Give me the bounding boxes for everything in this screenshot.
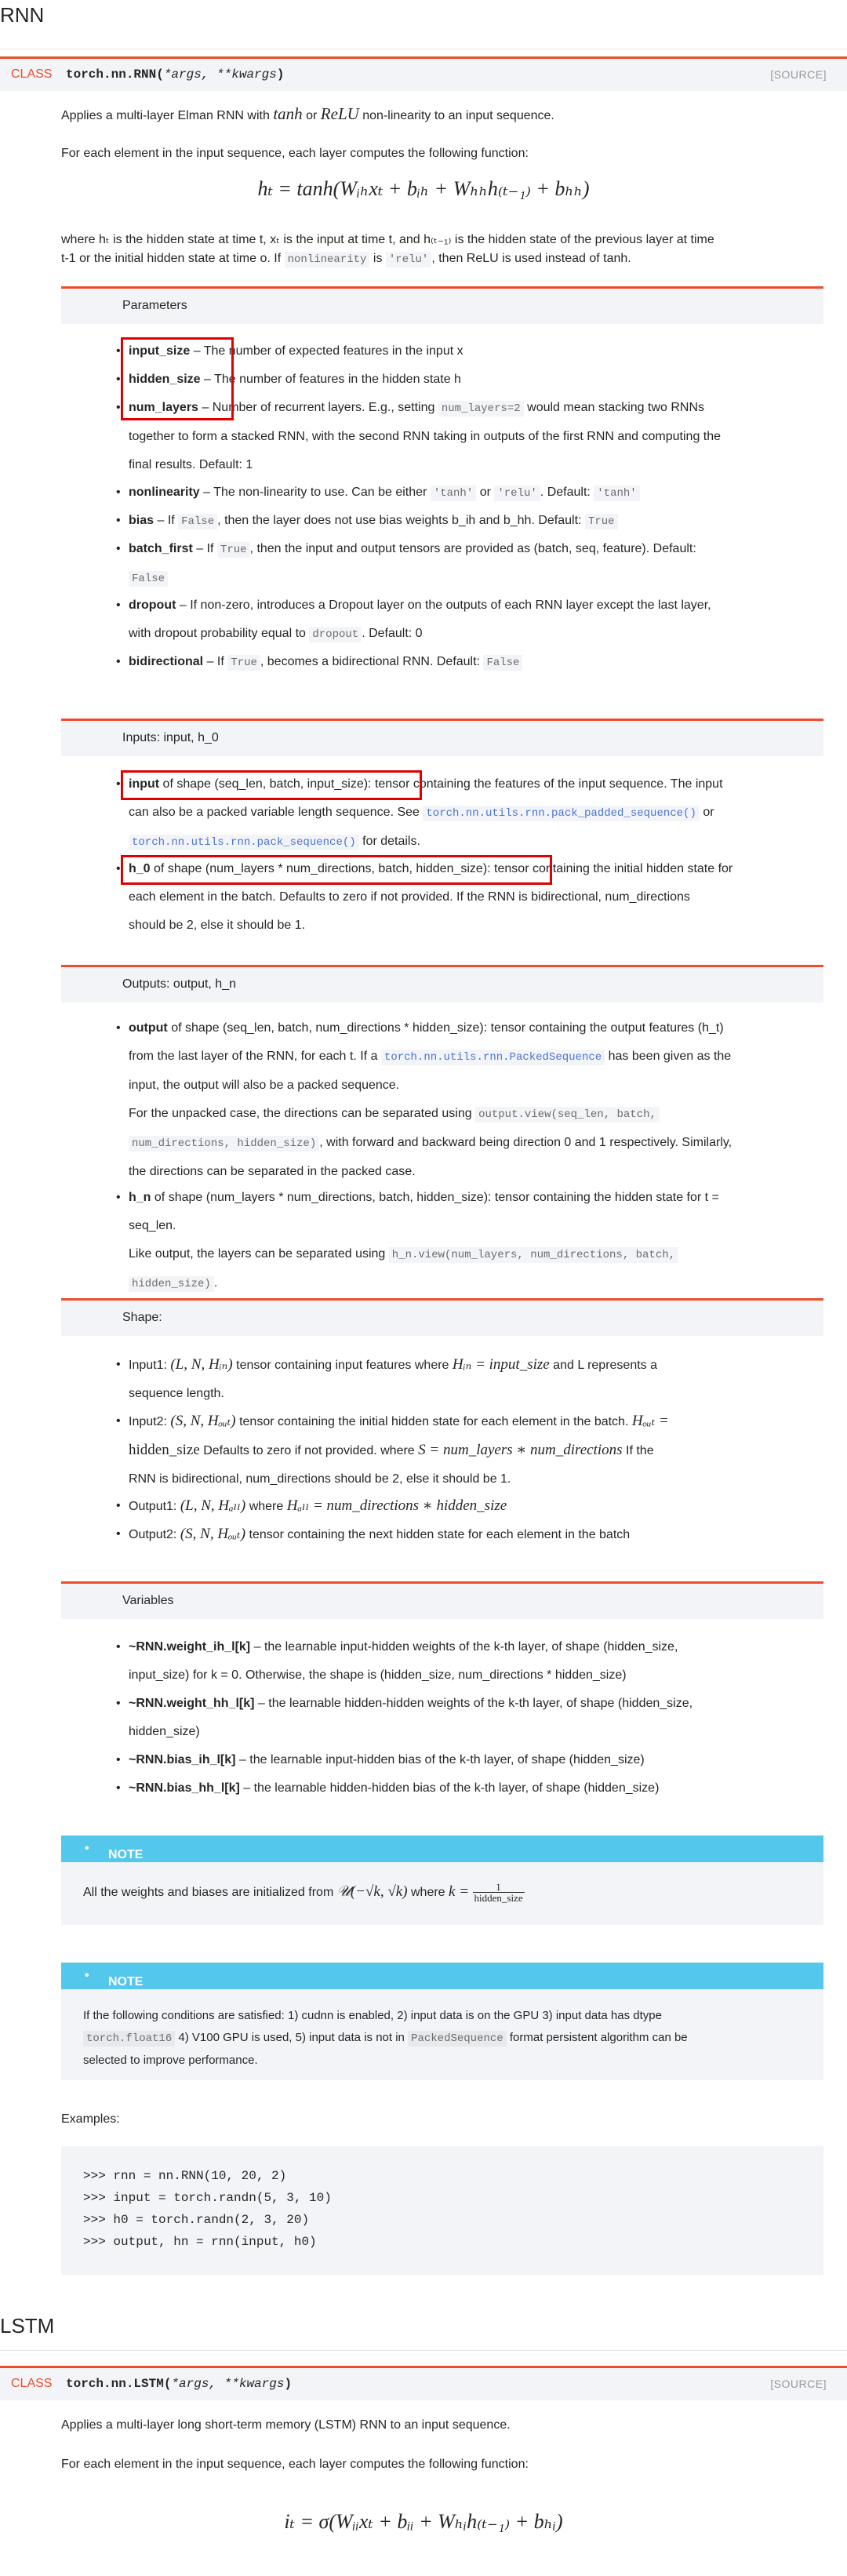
highlight-box xyxy=(121,855,552,885)
class-signature xyxy=(0,56,847,91)
param-nonlinearity: • nonlinearity – The non-linearity to use. Can be either 'tanh' or 'relu' . Default: 'tanh' xyxy=(129,478,819,508)
highlight-box xyxy=(121,770,422,800)
code-line: >>> output, hn = rnn(input, h0) xyxy=(83,2235,317,2249)
parameters-header: Parameters xyxy=(61,286,823,324)
source-link[interactable]: [SOURCE] xyxy=(770,68,827,81)
note-body: All the weights and biases are initialized from 𝒰(−√k, √k) where k = $\frac{1}{\text{hidden\_size}}$ xyxy=(61,1862,823,1925)
output-output: • output of shape (seq_len, batch, num_directions * hidden_size): tensor containing the output features (h_t) from the last layer of the RNN, for each t. If a torch.nn.utils.rnn.PackedSequence has been given as the input, the output will also be a packed sequence. For the unpacked case, the directions can be separated using output.view(seq_len, batch, num_directions, hidden_size) , with forward and backward being direction 0 and 1 respectively. Similarly, the directions can be separated in the packed case. xyxy=(116,1021,732,1178)
variable-bias-ih: • ~RNN.bias_ih_l[k] – the learnable input-hidden bias of the k-th layer, of shape (hidden_size) xyxy=(116,1753,645,1766)
shape-output2: • Output2: (S, N, Hₒᵤₜ) tensor containing the next hidden state for each element in the batch xyxy=(116,1526,631,1542)
param-hidden-size: • hidden_size – The number of features in the hidden state h xyxy=(116,373,461,386)
class-name: torch.nn.RNN(*args, **kwargs) xyxy=(66,67,285,82)
highlight-box xyxy=(121,337,234,420)
variable-weight-hh: • ~RNN.weight_hh_l[k] – the learnable hidden-hidden weights of the k-th layer, of shape (hidden_size, hidden_size) xyxy=(116,1697,693,1738)
shape-input1: • Input1: (L, N, Hᵢₙ) tensor containing input features where Hᵢₙ = input_size and L represents a sequence length. xyxy=(116,1356,657,1400)
where-text: where hₜ is the hidden state at time t, xₜ is the input at time t, and h₍ₜ₋₁₎ is the hidden state of the previous layer at time t-1 or the initial hidden state at time o. If nonlinearity is 'relu' , then ReLU is used instead of tanh. xyxy=(61,233,714,266)
inputs-header: Inputs: input, h_0 xyxy=(61,719,823,756)
param-bidirectional: • bidirectional – If True , becomes a bidirectional RNN. Default: False xyxy=(129,648,819,677)
class-keyword: CLASS xyxy=(11,67,53,81)
code-line: >>> input = torch.randn(5, 3, 10) xyxy=(83,2191,332,2205)
note-header: • NOTE xyxy=(61,1963,823,1989)
variable-weight-ih: • ~RNN.weight_ih_l[k] – the learnable input-hidden weights of the k-th layer, of shape (hidden_size, input_size) for k = 0. Otherwise, the shape is (hidden_size, num_directions * hidden_size) xyxy=(116,1640,678,1682)
output-hn: • h_n of shape (num_layers * num_directions, batch, hidden_size): tensor containing the hidden state for t = seq_len. Like output, the layers can be separated using h_n.view(num_layers, num_directions, batch, hidden_size) . xyxy=(116,1191,719,1290)
class-keyword: CLASS xyxy=(11,2377,53,2390)
intro-text: Applies a multi-layer Elman RNN with tanh or ReLU non-linearity to an input sequence. xyxy=(61,104,554,123)
code-block xyxy=(61,2146,823,2275)
page-title: RNN xyxy=(0,3,45,27)
param-dropout: • dropout – If non-zero, introduces a Dropout layer on the outputs of each RNN layer except the last layer, with dropout probability equal to dropout . Default: 0 xyxy=(116,599,711,641)
param-input-size: • input_size – The number of expected features in the input x xyxy=(116,344,463,358)
param-batch-first: • batch_first – If True , then the input and output tensors are provided as (batch, seq, feature). Default: False xyxy=(116,542,696,585)
shape-header: Shape: xyxy=(61,1298,823,1336)
variables-header: Variables xyxy=(61,1581,823,1619)
code-line: >>> rnn = nn.RNN(10, 20, 2) xyxy=(83,2169,287,2183)
outputs-header: Outputs: output, h_n xyxy=(61,965,823,1002)
note-body: If the following conditions are satisfied: 1) cudnn is enabled, 2) input data is on the GPU 3) input data has dtype torch.float16 4) V100 GPU is used, 5) input data is not in PackedSequence format persistent algorithm can be selected to improve performance. xyxy=(61,1989,823,2080)
shape-input2: • Input2: (S, N, Hₒᵤₜ) tensor containing the initial hidden state for each element in the batch. Hₒᵤₜ = hidden_size Defaults to zero if not provided. where S = num_layers ∗ num_directions If the RNN is bidirectional, num_directions should be 2, else it should be 1. xyxy=(116,1413,669,1486)
section-title: LSTM xyxy=(0,2314,55,2338)
class-signature xyxy=(0,2366,847,2400)
code-line: >>> h0 = torch.randn(2, 3, 20) xyxy=(83,2213,310,2227)
input-h0: • h_0 of shape (num_layers * num_directions, batch, hidden_size): tensor containing the initial hidden state for each element in the batch. Defaults to zero if not provided. If the RNN is bidirectional, num_directions should be 2, else it should be 1. xyxy=(116,862,733,932)
code-lines xyxy=(83,2165,332,2253)
lstm-formula: iₜ = σ(Wᵢᵢxₜ + bᵢᵢ + Wₕᵢh₍ₜ₋₁₎ + bₕᵢ) xyxy=(284,2510,563,2533)
rnn-formula: hₜ = tanh(Wᵢₕxₜ + bᵢₕ + Wₕₕh₍ₜ₋₁₎ + bₕₕ) xyxy=(257,177,590,200)
note-header: • NOTE xyxy=(61,1836,823,1862)
each-element-text: For each element in the input sequence, each layer computes the following function: xyxy=(61,147,529,160)
source-link[interactable]: [SOURCE] xyxy=(770,2378,827,2390)
intro-text: Applies a multi-layer long short-term memory (LSTM) RNN to an input sequence. xyxy=(61,2418,511,2432)
examples-label: Examples: xyxy=(61,2112,120,2126)
divider xyxy=(0,2350,847,2351)
variable-bias-hh: • ~RNN.bias_hh_l[k] – the learnable hidden-hidden bias of the k-th layer, of shape (hidden_size) xyxy=(116,1781,660,1795)
shape-output1: • Output1: (L, N, Hₐₗₗ) where Hₐₗₗ = num_directions ∗ hidden_size xyxy=(116,1497,507,1514)
param-bias: • bias – If False , then the layer does not use bias weights b_ih and b_hh. Default: True xyxy=(129,507,819,536)
input-input: • input of shape (seq_len, batch, input_size): tensor containing the features of the input sequence. The input can also be a packed variable length sequence. See torch.nn.utils.rnn.pack_padded_sequence() or torch.nn.utils.rnn.pack_sequence() for details. xyxy=(116,777,723,849)
each-element-text: For each element in the input sequence, each layer computes the following function: xyxy=(61,2458,529,2471)
class-name: torch.nn.LSTM(*args, **kwargs) xyxy=(66,2377,293,2391)
param-num-layers: • num_layers – Number of recurrent layers. E.g., setting num_layers=2 would mean stacking two RNNs together to form a stacked RNN, with the second RNN taking in outputs of the first RNN and computing the final results. Default: 1 xyxy=(116,401,722,471)
